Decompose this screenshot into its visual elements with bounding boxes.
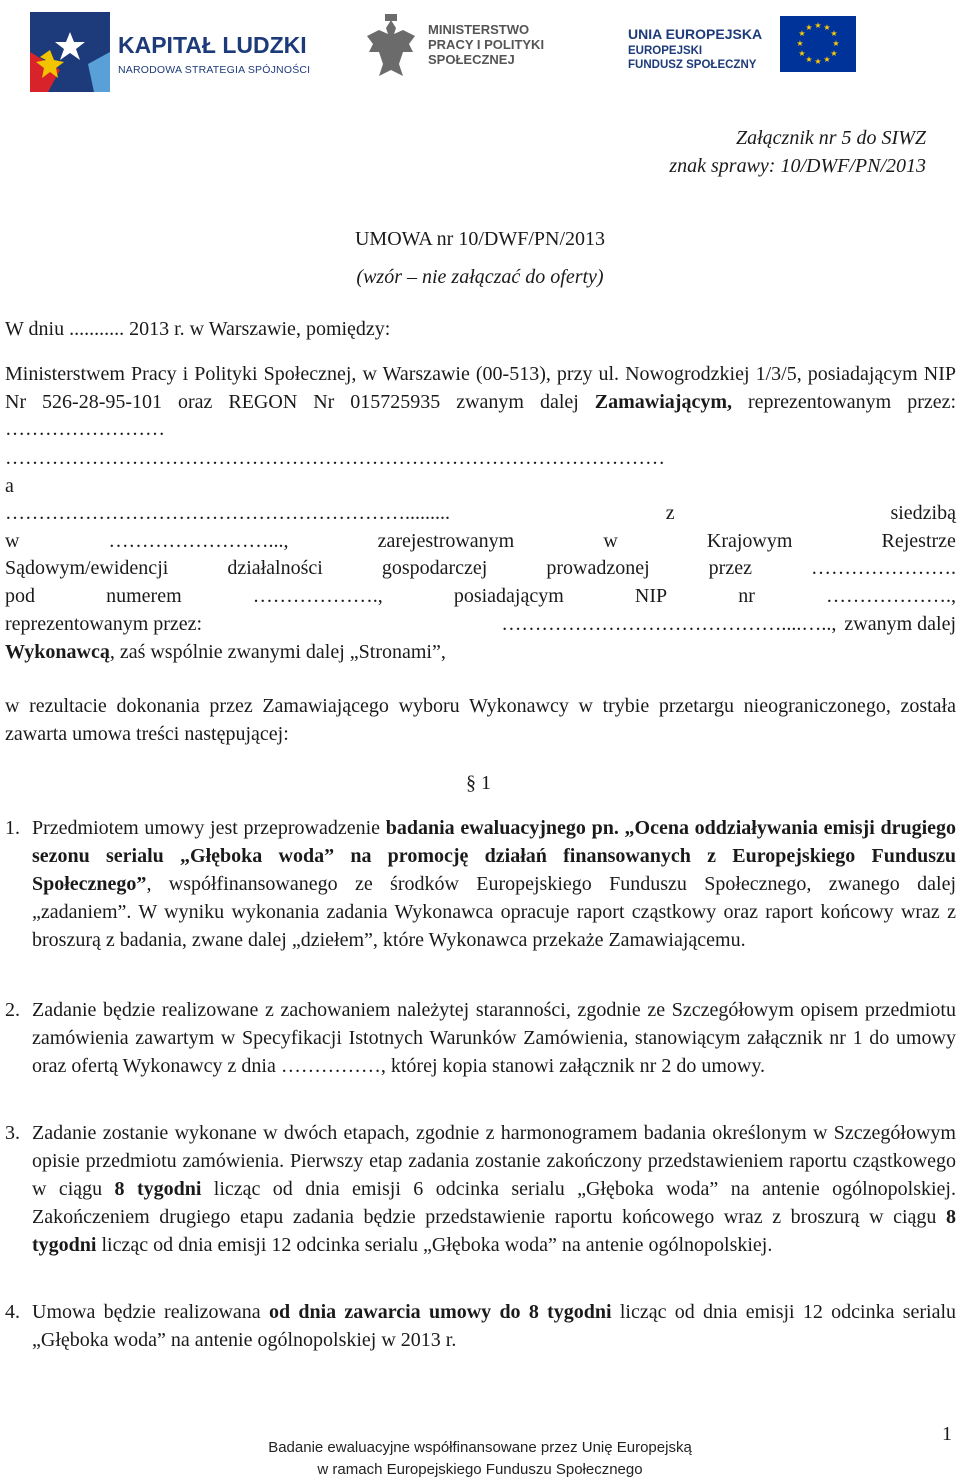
point-1-bold: badania ewaluacyjnego pn. „Ocena oddziaływania emisji drugiego sezonu serialu „Głęboka woda” na promocję działań finansowanych z Europejskiego Funduszu Społecznego” [32, 817, 957, 895]
annex-reference [669, 124, 926, 180]
point-4-pre: Umowa będzie realizowana [32, 1301, 261, 1323]
footer-line2: w ramach Europejskiego Funduszu Społecznego [317, 1461, 643, 1478]
registry-word4: Rejestrze [881, 530, 956, 552]
point-1-pre: Przedmiotem umowy jest przeprowadzenie [32, 817, 381, 839]
eu-subtitle-line2: FUNDUSZ SPOŁECZNY [628, 59, 757, 71]
registry-word1: zarejestrowanym [377, 530, 515, 552]
point-2 [5, 996, 956, 1080]
point-3-bold1: 8 tygodni [114, 1178, 202, 1200]
point-3-bold2: 8 tygodni [32, 1206, 957, 1256]
eu-title: UNIA EUROPEJSKA [628, 26, 763, 42]
party1-text: Ministerstwem Pracy i Polityki Społecznej, w Warszawie (00-513), przy ul. Nowogrodzkiej 1/3/5, posiadającym NIP Nr 526-28-95-101 oraz REGON Nr 015725935 zwanym dalej [5, 363, 956, 413]
point-3-body [32, 1119, 956, 1259]
siedziba-line [5, 502, 956, 530]
party1-repr: reprezentowanym przez: [747, 390, 957, 413]
court-dots: …………………. [810, 557, 956, 579]
point-2-number: 2. [5, 999, 20, 1021]
point-4-bold: od dnia zawarcia umowy do 8 tygodni [268, 1301, 612, 1323]
court-word2: działalności [227, 557, 323, 579]
point-3-number: 3. [5, 1122, 20, 1144]
number-word2: numerem [106, 585, 182, 607]
and-line: a [5, 475, 14, 497]
annex-line2: znak sprawy: 10/DWF/PN/2013 [669, 155, 926, 177]
number-word4: NIP [634, 585, 668, 607]
contractor-repr-label: reprezentowanym przez: [5, 613, 203, 635]
point-1 [5, 814, 956, 954]
contractor-parties: , zaś wspólnie zwanymi dalej „Stronami”, [109, 641, 446, 663]
party1-role: Zamawiającym, [594, 390, 732, 413]
ministry-logo [355, 12, 585, 92]
point-1-number: 1. [5, 817, 20, 839]
registry-word3: Krajowym [706, 530, 793, 552]
blank-dots-line: ……………………………………………………………………………………… [5, 447, 665, 469]
court-word1: Sądowym/ewidencji [5, 557, 169, 579]
siedziba-z: z [665, 502, 675, 524]
party1-paragraph [5, 361, 956, 444]
ministry-name-line3: SPOŁECZNEJ [428, 52, 515, 67]
svg-text:★: ★ [798, 29, 806, 38]
registry-word2: w [603, 530, 618, 552]
point-1-body [32, 814, 956, 954]
eagle-emblem-icon [363, 14, 419, 84]
contractor-line [5, 641, 956, 669]
number-word3: posiadającym [453, 585, 564, 607]
point-4 [5, 1298, 956, 1354]
header-logos [0, 12, 960, 102]
contractor-repr-line [5, 613, 956, 641]
svg-text:★: ★ [830, 29, 838, 38]
siedziba-dots: ……………………………………………………......... [5, 502, 450, 524]
number-dots: ………………., [252, 585, 383, 607]
point-2-body: Zadanie będzie realizowane z zachowaniem należytej staranności, zgodnie ze Szczegółowym opisem przedmiotu zamówienia zawartym w Specyfikacji Istotnych Warunków Zamówienia, stanowiącym załącznik nr 1 do umowy oraz ofertą Wykonawcy z dnia ……………, której kopia stanowi załącznik nr 2 do umowy. [32, 999, 956, 1077]
page-number: 1 [942, 1423, 952, 1445]
court-line [5, 557, 956, 585]
contractor-repr-dots: ……………………………………....….., [501, 613, 837, 635]
result-paragraph: w rezultacie dokonania przez Zamawiającego wyboru Wykonawcy w trybie przetargu nieograniczonego, została zawarta umowa treści następującej: [5, 695, 956, 745]
point-4-body [32, 1298, 956, 1354]
section-heading: § 1 [466, 772, 491, 794]
eu-subtitle [628, 44, 756, 72]
ministry-name-line1: MINISTERSTWO [428, 22, 530, 37]
party1-repr-dots: …………………… [5, 418, 165, 440]
registry-line [5, 530, 956, 558]
svg-text:★: ★ [823, 23, 831, 32]
ministry-name [428, 22, 544, 67]
nip-dots: ………………., [825, 585, 956, 607]
svg-text:★: ★ [798, 49, 806, 58]
point-4-post: licząc od dnia emisji 12 odcinka serialu „Głęboka woda” na antenie ogólnopolskiej w 2013 r. [32, 1301, 957, 1351]
court-word3: gospodarczej [381, 557, 488, 579]
svg-text:★: ★ [814, 57, 822, 66]
kapital-ludzki-logo [10, 12, 310, 92]
point-3-pre: Zadanie zostanie wykonane w dwóch etapach, zgodnie z harmonogramem badania określonym w Szczegółowym opisie przedmiotu zamówienia. Pierwszy etap zadania zostanie zakończony przedstawieniem raportu cząstkowego w ciągu [32, 1122, 956, 1200]
point-3-post: licząc od dnia emisji 12 odcinka serialu „Głęboka woda” na antenie ogólnopolskiej. [101, 1234, 773, 1256]
svg-text:★: ★ [814, 21, 822, 30]
registry-w: w [5, 530, 20, 552]
svg-text:★: ★ [805, 23, 813, 32]
contractor-repr-called: zwanym dalej [844, 613, 956, 635]
court-word5: przez [708, 557, 752, 579]
kapital-ludzki-star-icon [30, 12, 110, 92]
point-1-post: , współfinansowanego ze środków Europejskiego Funduszu Społecznego, zwanego dalej „zadaniem”. W wyniku wykonania zadania Wykonawca opracuje raport cząstkowy oraz raport końcowy wraz z broszurą z badania, zwane dalej „dziełem”, które Wykonawca przekaże Zamawiającemu. [32, 873, 956, 951]
svg-text:★: ★ [796, 39, 804, 48]
number-word1: pod [5, 585, 35, 607]
eu-logo [628, 12, 958, 92]
point-3-mid: licząc od dnia emisji 6 odcinka serialu „Głęboka woda” na antenie ogólnopolskiej. Zakończeniem drugiego etapu zadania będzie przedstawienie raportu końcowego wraz z broszurą w ciągu [32, 1178, 956, 1228]
footer-line1: Badanie ewaluacyjne współfinansowane przez Unię Europejską [268, 1439, 692, 1456]
annex-line1: Załącznik nr 5 do SIWZ [736, 127, 926, 149]
document-title: UMOWA nr 10/DWF/PN/2013 [354, 228, 605, 250]
number-word5: nr [738, 585, 755, 607]
number-line [5, 585, 956, 613]
kapital-ludzki-title: KAPITAŁ LUDZKI [118, 32, 307, 58]
court-word4: prowadzonej [546, 557, 650, 579]
document-subtitle: (wzór – nie załączać do oferty) [356, 266, 604, 288]
eu-subtitle-line1: EUROPEJSKI [628, 45, 703, 57]
contractor-role: Wykonawcą [5, 641, 110, 663]
siedziba-word: siedzibą [890, 502, 956, 524]
svg-text:★: ★ [823, 55, 831, 64]
registry-dots: ……………………..., [108, 530, 289, 552]
ministry-name-line2: PRACY I POLITYKI [428, 37, 545, 52]
svg-text:★: ★ [830, 49, 838, 58]
point-4-number: 4. [5, 1301, 20, 1323]
svg-text:★: ★ [832, 39, 840, 48]
svg-text:★: ★ [805, 55, 813, 64]
date-line: W dniu ........... 2013 r. w Warszawie, pomiędzy: [5, 318, 391, 340]
kapital-ludzki-subtitle: NARODOWA STRATEGIA SPÓJNOŚCI [118, 64, 311, 76]
eu-flag-icon [780, 16, 856, 72]
point-3 [5, 1119, 956, 1259]
